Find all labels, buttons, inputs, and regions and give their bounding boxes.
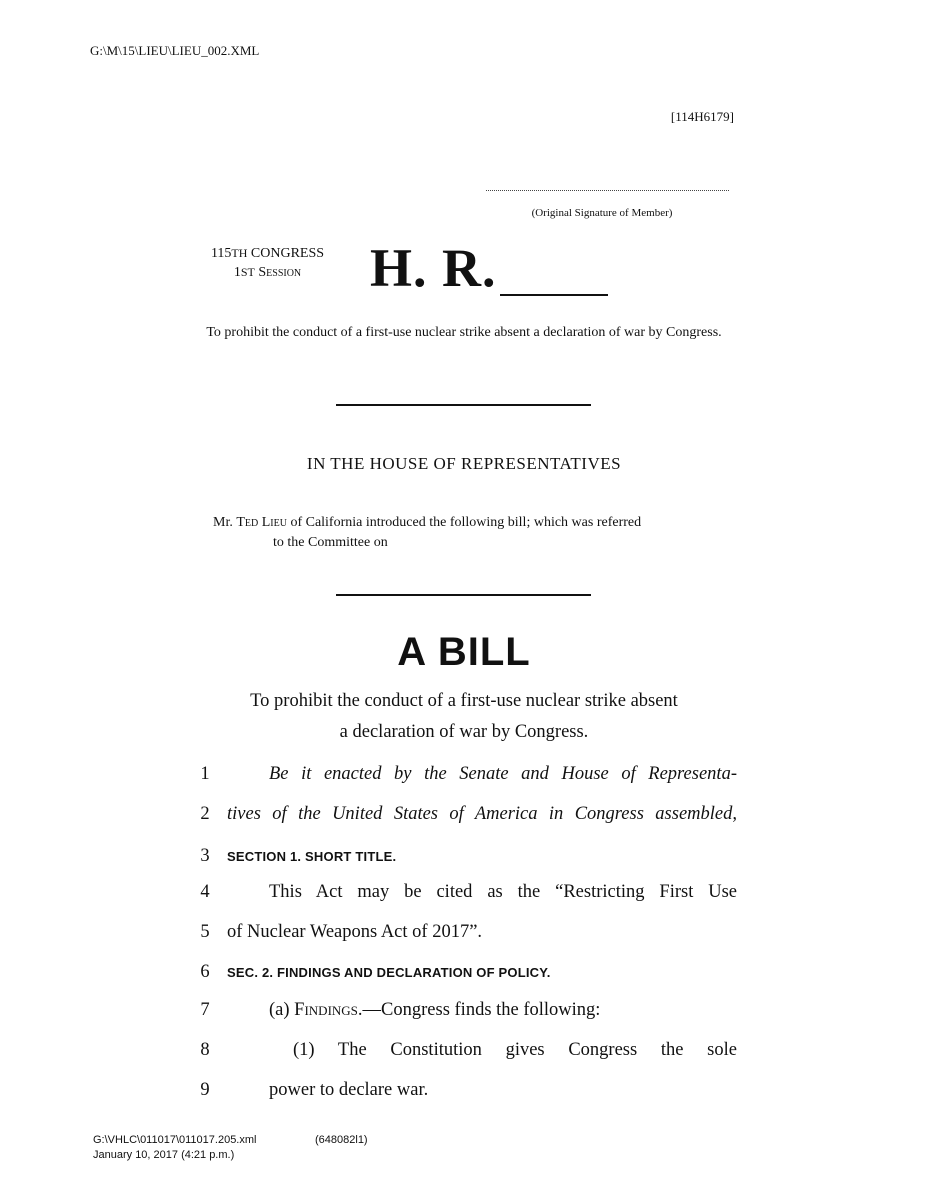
house-heading: IN THE HOUSE OF REPRESENTATIVES [306, 454, 622, 473]
bill-line [197, 882, 737, 910]
footer-date: January 10, 2017 (4:21 p.m.) [93, 1149, 235, 1161]
line-number: 1 [200, 764, 210, 784]
long-title-line-1: To prohibit the conduct of a first-use nuclear strike absent [250, 691, 678, 711]
short-description: To prohibit the conduct of a first-use nuclear strike absent a declaration of war by Congress. [206, 325, 722, 340]
bill-line [197, 804, 737, 832]
congress-line [185, 244, 350, 263]
introduction-line-2: to the Committee on [273, 535, 388, 550]
footer-path: G:\VHLC\011017\011017.205.xml [93, 1134, 257, 1146]
subsection-text: .—Congress finds the following: [357, 1000, 601, 1020]
signature-line [486, 190, 729, 191]
footer [93, 1133, 368, 1163]
bill-line [197, 764, 737, 792]
introduction-line-1 [213, 513, 733, 533]
line-number: 7 [200, 1000, 210, 1020]
congress-session-block [185, 244, 350, 282]
subsection-heading: Findings [294, 1000, 358, 1020]
bill-line [197, 1080, 737, 1108]
line-number: 4 [200, 882, 210, 902]
signature-label: (Original Signature of Member) [531, 207, 673, 219]
session-word: Session [254, 265, 302, 280]
bill-number-blank [500, 294, 608, 296]
enacting-clause-text: Be it enacted by the Senate and House of Representa- [269, 764, 737, 784]
section-heading: SEC. 2. FINDINGS AND DECLARATION OF POLICY. [227, 965, 551, 980]
bill-heading: A BILL [397, 630, 531, 674]
bill-line [197, 962, 737, 990]
section-text: This Act may be cited as the “Restricting First Use [269, 882, 737, 902]
sponsor-title: Mr. [213, 515, 237, 530]
session-ordinal: ST [240, 265, 255, 279]
bill-line [197, 1040, 737, 1068]
section-text: power to declare war. [269, 1080, 429, 1100]
bill-number: H. R. [370, 238, 497, 298]
sponsor-name: Ted Lieu [236, 515, 287, 530]
section-text: of Nuclear Weapons Act of 2017”. [227, 922, 483, 942]
line-number: 9 [200, 1080, 210, 1100]
subsection-label: (a) [269, 1000, 295, 1020]
line-number: 8 [200, 1040, 210, 1060]
bill-line [197, 846, 737, 874]
congress-word: CONGRESS [247, 246, 325, 261]
line-number: 5 [200, 922, 210, 942]
section-heading: SECTION 1. SHORT TITLE. [227, 849, 397, 864]
section-text [227, 1000, 737, 1021]
line-number: 3 [200, 846, 210, 866]
enacting-clause-text: tives of the United States of America in Congress assembled, [227, 804, 737, 824]
session-line [185, 263, 350, 282]
long-title [190, 686, 738, 748]
divider-rule [336, 404, 591, 406]
file-path: G:\M\15\LIEU\LIEU_002.XML [90, 43, 260, 58]
bill-line [197, 922, 737, 950]
introduction [213, 513, 733, 553]
bill-line [197, 1000, 737, 1028]
session-number: 1 [233, 265, 241, 280]
line-number: 2 [200, 804, 210, 824]
congress-ordinal: TH [231, 246, 248, 260]
footer-code: (648082l1) [315, 1134, 368, 1146]
divider-rule [336, 594, 591, 596]
line-number: 6 [200, 962, 210, 982]
section-text: (1) The Constitution gives Congress the sole [293, 1040, 737, 1060]
long-title-line-2: a declaration of war by Congress. [339, 722, 589, 742]
document-id: [114H6179] [670, 109, 734, 124]
introduction-text: of California introduced the following bill; which was referred [286, 515, 642, 530]
congress-number: 115 [210, 246, 232, 261]
